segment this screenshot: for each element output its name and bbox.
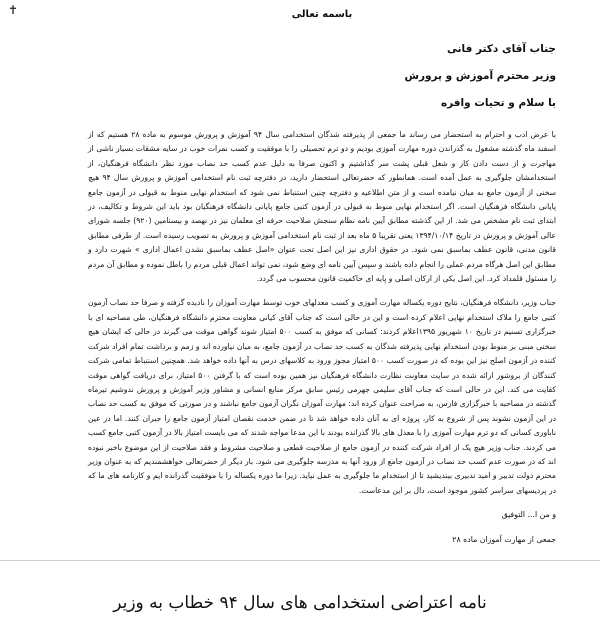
greeting: با سلام و تحیات وافره: [440, 97, 556, 109]
letter-body: [88, 8, 556, 546]
recipient-title: وزیر محترم آموزش و پرورش: [404, 70, 556, 82]
recipient-name: جناب آقای دکتر فانی: [446, 43, 556, 55]
page-corner-icon: ✝: [8, 3, 19, 17]
letter-closing: و من ا... التوفیق: [501, 510, 556, 520]
letter-signature: جمعی از مهارت آموزان ماده ۲۸: [452, 535, 556, 545]
image-caption: نامه اعتراضی استخدامی های سال ۹۴ خطاب به وزیر: [113, 593, 487, 613]
letter-paragraph: با عرض ادب و احترام به استحضار می رساند ما جمعی از پذیرفته شدگان استخدامی سال ۹۴ آموزش و پرورش موسوم به ماده ۲۸ هستیم که از اسفند ماه گذشته مشغول به گذراندن دوره مهارت آموزی بودیم و دو ترم تحصیلی را با موفقیت و کسب نمرات خوب در سایه مشقات بسیار ناشی از مهاجرت و از دست دادن کار و شغل قبلی پشت سر گذاشتیم و اکنون صرفا به دلیل عدم کسب حد نصاب مورد نظر دانشگاه فرهنگیان، از استخدامشان جلوگیری به عمل آمده است. همانطور که حضرتعالی استحضار دارید، در دفترچه ثبت نام استخدامی آموزش و پرورش سال ۹۴ هیچ سخنی از آزمون جامع به میان نیامده است و از متن اطلاعیه و دفترچه چنین استنباط نمی شود که استخدام نهایی منوط به قبولی در آزمون جامع پایانی دانشگاه فرهنگیان است. اگر استخدام نهایی منوط به قبولی در آزمون کتبی جامع پایانی دانشگاه فرهنگیان بود باید این شروط و تکالیف، در ابتدای ثبت نام مشخص می شد. از این گذشته مطابق آیین نامه نظام سنجش صلاحیت حرفه ای معلمان نیز در نهصد و بیستامین (۹۲۰) جلسه شورای عالی آموزش و پرورش در تاریخ ۱۳۹۴/۱۰/۱۴ یعنی تقریبا ۵ ماه بعد از ثبت نام استخدامی آموزش و پرورش به تصویب رسیده است. از طرفی مطابق قانون مدنی، قانون عطف بماسبق نمی شود. در حقوق اداری نیز این اصل تحت عنوان «اصل عطف بماسبق نشدن اعمال اداری » شهرت دارد و مطابق این اصل هرگاه مردم عملی را انجام داده باشند و سپس آیین نامه ای وضع شود، نمی تواند اعمال قبلی مردم را باطل نموده و مطابق آن مردم را مسئول قلمداد کرد. این اصل یکی از ارکان اصلی و پایه ای حاکمیت قانون محسوب می گردد.: [88, 130, 557, 284]
letter-paragraph: جناب وزیر، دانشگاه فرهنگیان، نتایج دوره یکساله مهارت آموزی و کسب معدلهای خوب توسط مهارت آموزان را نادیده گرفته و صرفا حد نصاب آزمون کتبی جامع را ملاک استخدام نهایی اعلام کرده است و این در حالی است که جناب آقای کیانی معاونت محترم دانشگاه فرهنگیان، طی مصاحبه ای با خبرگزاری تسنیم در تاریخ ۱۰ شهریور ۱۳۹۵اعلام کردند: کسانی که موفق به کسب ۵۰۰ امتیاز شوند گواهی موقت می گیرند در حالی که ایشان هیچ سخنی مبنی بر منوط بودن استخدام نهایی پذیرفته شدگان به کسب حد نصاب در آزمون جامع، به میان نیاورده اند و زمم و برداشت تمام افراد شرکت کننده در آزمون اصلح نیز این بوده که در صورت کسب ۵۰۰ امتیاز مجوز ورود به کلاسهای درس به آنها داده خواهد شد. همچنین استنباط تمامی شرکت کنندگان از بروشور ارائه شده در سایت معاونت نظارت دانشگاه فرهنگیان نیز همین بوده است که با گرفتن ۵۰۰ امتیاز، برای دریافت گواهی موقت کفایت می کند. این در حالی است که جناب آقای سلیمی جهرمی رئیس سابق مرکز منابع انسانی و مشاور وزیر آموزش و پرورش ندوشیم تیرماه گذشته در مصاحبه با خبرگزاری فارس، به صراحت عنوان کرده اند: مهارت آموزان نگران آزمون جامع نباشند و در صورتی که موفق به کسب حد نصاب در این آزمون نشوند پس از شروع به کار، پروژه ای به آنان داده خواهد شد تا در ضمن خدمت نقصان امتیاز آزمون جامع را جبران کنند. اما در عین ناباوری کسانی که دو ترم مهارت آموزی را با معدل های بالا گذرانده بودند با این مدعا مواجه شدند که می بایست امتیاز بالا در آزمون کتبی جامع کسب می کردند. جناب وزیر هیچ یک از افراد شرکت کننده در آزمون جامع از صلاحیت قطعی و صلاحیت مشروط و فقد صلاحیت از این موضوع باخبر نبوده اند که در صورت عدم کسب حد نصاب در آزمون جامع از ورود آنها به مدرسه جلوگیری می شود. بار دیگر از حضرتعالی خواهشمندیم که به عنوان وزیر محترم دولت تدبیر و امید تدبیری بیندیشید تا از استخدام ما جلوگیری به عمل نیاید. زیرا ما دوره یکساله را با موفقیت گذرانده ایم و کارنامه های ما که در پردیسهای سراسر کشور موجود است، دال بر این مدعاست.: [88, 298, 556, 495]
letter-invocation: باسمه تعالی: [291, 9, 353, 20]
